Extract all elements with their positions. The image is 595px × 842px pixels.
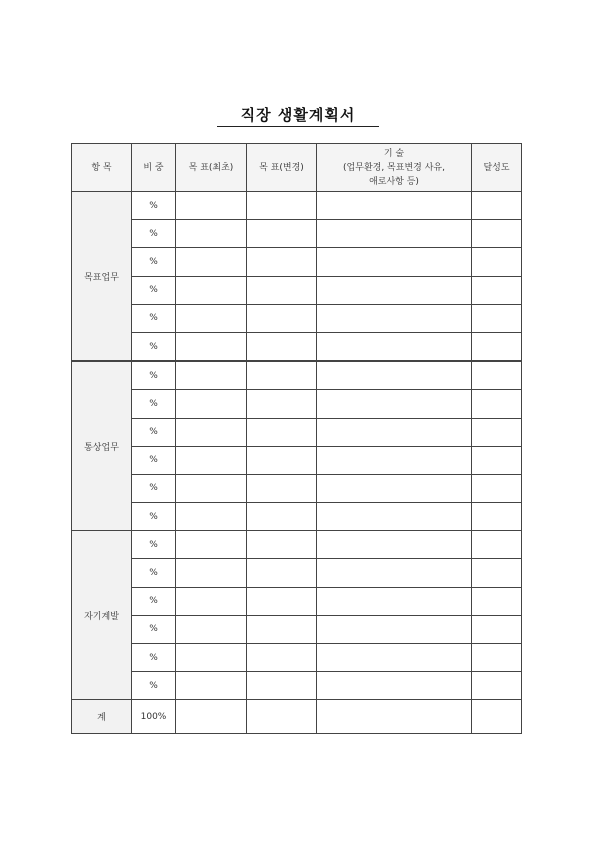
table-row <box>72 672 522 700</box>
goal-initial-cell[interactable] <box>176 644 247 672</box>
achievement-cell[interactable] <box>472 644 522 672</box>
achievement-cell[interactable] <box>472 446 522 474</box>
total-weight: 100% <box>132 700 176 734</box>
goal-changed-cell[interactable] <box>247 418 317 446</box>
goal-changed-cell[interactable] <box>247 332 317 361</box>
header-item: 항 목 <box>72 144 132 192</box>
total-row <box>72 700 522 734</box>
description-cell[interactable] <box>317 587 472 615</box>
description-cell[interactable] <box>317 474 472 502</box>
header-description-line3: 애로사항 등) <box>369 176 419 187</box>
weight-cell[interactable]: % <box>132 446 176 474</box>
description-cell[interactable] <box>317 559 472 587</box>
table-row <box>72 559 522 587</box>
header-description-line1: 기 술 <box>383 148 405 159</box>
header-weight: 비 중 <box>132 144 176 192</box>
goal-changed-cell[interactable] <box>247 531 317 559</box>
goal-changed-cell[interactable] <box>247 220 317 248</box>
table-row <box>72 390 522 418</box>
weight-cell[interactable]: % <box>132 418 176 446</box>
document-title: 직장 생활계획서 <box>240 106 356 124</box>
goal-initial-cell[interactable] <box>176 390 247 418</box>
table-row <box>72 474 522 502</box>
weight-cell[interactable]: % <box>132 248 176 276</box>
table-row <box>72 531 522 559</box>
weight-cell[interactable]: % <box>132 503 176 531</box>
header-row <box>72 144 522 192</box>
header-description <box>317 144 472 192</box>
table-row <box>72 332 522 361</box>
weight-cell[interactable]: % <box>132 332 176 361</box>
weight-cell[interactable]: % <box>132 474 176 502</box>
description-cell[interactable] <box>317 304 472 332</box>
weight-cell[interactable]: % <box>132 390 176 418</box>
goal-changed-cell[interactable] <box>247 361 317 390</box>
goal-initial-cell[interactable] <box>176 192 247 220</box>
description-cell[interactable] <box>317 644 472 672</box>
goal-initial-cell[interactable] <box>176 700 247 734</box>
description-cell[interactable] <box>317 531 472 559</box>
goal-changed-cell[interactable] <box>247 700 317 734</box>
table-row <box>72 276 522 304</box>
description-cell[interactable] <box>317 248 472 276</box>
weight-cell[interactable]: % <box>132 615 176 643</box>
achievement-cell[interactable] <box>472 304 522 332</box>
goal-changed-cell[interactable] <box>247 446 317 474</box>
goal-changed-cell[interactable] <box>247 474 317 502</box>
goal-changed-cell[interactable] <box>247 615 317 643</box>
goal-initial-cell[interactable] <box>176 559 247 587</box>
description-cell[interactable] <box>317 615 472 643</box>
weight-cell[interactable]: % <box>132 644 176 672</box>
achievement-cell[interactable] <box>472 361 522 390</box>
table-row <box>72 192 522 220</box>
table-row <box>72 644 522 672</box>
goal-changed-cell[interactable] <box>247 503 317 531</box>
goal-initial-cell[interactable] <box>176 304 247 332</box>
total-label: 계 <box>72 700 132 734</box>
weight-cell[interactable]: % <box>132 276 176 304</box>
goal-changed-cell[interactable] <box>247 587 317 615</box>
description-cell[interactable] <box>317 276 472 304</box>
goal-changed-cell[interactable] <box>247 672 317 700</box>
goal-initial-cell[interactable] <box>176 587 247 615</box>
goal-initial-cell[interactable] <box>176 531 247 559</box>
goal-changed-cell[interactable] <box>247 390 317 418</box>
header-achievement: 달성도 <box>472 144 522 192</box>
achievement-cell[interactable] <box>472 700 522 734</box>
goal-changed-cell[interactable] <box>247 559 317 587</box>
achievement-cell[interactable] <box>472 332 522 361</box>
goal-initial-cell[interactable] <box>176 446 247 474</box>
table-row <box>72 446 522 474</box>
achievement-cell[interactable] <box>472 220 522 248</box>
table-row <box>72 361 522 390</box>
weight-cell[interactable]: % <box>132 361 176 390</box>
achievement-cell[interactable] <box>472 587 522 615</box>
plan-table <box>71 143 522 734</box>
achievement-cell[interactable] <box>472 615 522 643</box>
weight-cell[interactable]: % <box>132 192 176 220</box>
description-cell[interactable] <box>317 220 472 248</box>
weight-cell[interactable]: % <box>132 559 176 587</box>
description-cell[interactable] <box>317 361 472 390</box>
table-row <box>72 503 522 531</box>
section-label-self-dev: 자기계발 <box>72 531 132 700</box>
achievement-cell[interactable] <box>472 503 522 531</box>
description-cell[interactable] <box>317 192 472 220</box>
description-cell[interactable] <box>317 446 472 474</box>
achievement-cell[interactable] <box>472 531 522 559</box>
table-row <box>72 587 522 615</box>
weight-cell[interactable]: % <box>132 304 176 332</box>
goal-initial-cell[interactable] <box>176 220 247 248</box>
table-row <box>72 304 522 332</box>
goal-initial-cell[interactable] <box>176 503 247 531</box>
goal-initial-cell[interactable] <box>176 418 247 446</box>
goal-changed-cell[interactable] <box>247 644 317 672</box>
description-cell[interactable] <box>317 332 472 361</box>
achievement-cell[interactable] <box>472 672 522 700</box>
goal-changed-cell[interactable] <box>247 248 317 276</box>
goal-initial-cell[interactable] <box>176 332 247 361</box>
goal-initial-cell[interactable] <box>176 248 247 276</box>
weight-cell[interactable]: % <box>132 587 176 615</box>
header-description-line2: (업무환경, 목표변경 사유, <box>343 162 445 173</box>
achievement-cell[interactable] <box>472 248 522 276</box>
section-label-target: 목표업무 <box>72 192 132 362</box>
table-row <box>72 248 522 276</box>
description-cell[interactable] <box>317 672 472 700</box>
description-cell[interactable] <box>317 390 472 418</box>
goal-changed-cell[interactable] <box>247 304 317 332</box>
description-cell[interactable] <box>317 700 472 734</box>
weight-cell[interactable]: % <box>132 672 176 700</box>
goal-initial-cell[interactable] <box>176 276 247 304</box>
description-cell[interactable] <box>317 418 472 446</box>
achievement-cell[interactable] <box>472 390 522 418</box>
table-row <box>72 418 522 446</box>
goal-changed-cell[interactable] <box>247 192 317 220</box>
achievement-cell[interactable] <box>472 192 522 220</box>
goal-changed-cell[interactable] <box>247 276 317 304</box>
weight-cell[interactable]: % <box>132 531 176 559</box>
achievement-cell[interactable] <box>472 559 522 587</box>
table-row <box>72 615 522 643</box>
achievement-cell[interactable] <box>472 276 522 304</box>
achievement-cell[interactable] <box>472 418 522 446</box>
header-goal-changed: 목 표(변경) <box>247 144 317 192</box>
description-cell[interactable] <box>317 503 472 531</box>
goal-initial-cell[interactable] <box>176 474 247 502</box>
header-goal-initial: 목 표(최초) <box>176 144 247 192</box>
title-underline <box>217 126 379 127</box>
weight-cell[interactable]: % <box>132 220 176 248</box>
goal-initial-cell[interactable] <box>176 615 247 643</box>
section-label-routine: 통상업무 <box>72 361 132 531</box>
goal-initial-cell[interactable] <box>176 672 247 700</box>
achievement-cell[interactable] <box>472 474 522 502</box>
table-row <box>72 220 522 248</box>
goal-initial-cell[interactable] <box>176 361 247 390</box>
